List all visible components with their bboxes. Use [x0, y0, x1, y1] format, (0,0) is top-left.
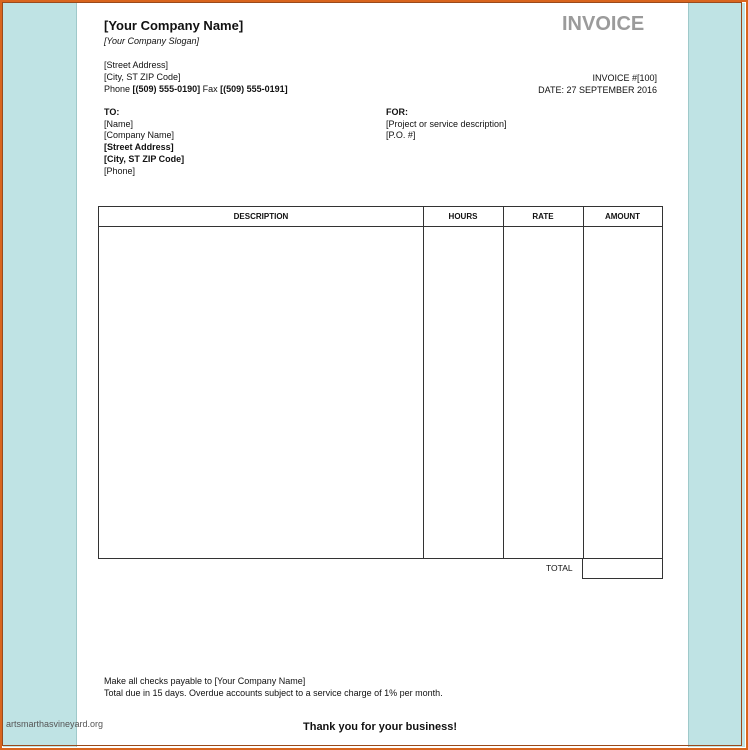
company-city: [City, ST ZIP Code] — [104, 72, 181, 82]
company-contact-line — [104, 84, 288, 96]
to-street: [Street Address] — [104, 142, 174, 152]
for-label: FOR: — [386, 107, 408, 117]
to-label: TO: — [104, 107, 120, 117]
company-slogan: [Your Company Slogan] — [104, 36, 200, 46]
to-name: [Name] — [104, 119, 134, 129]
company-name: [Your Company Name] — [104, 18, 244, 33]
column-divider — [583, 207, 584, 558]
fax-value: [(509) 555-0191] — [220, 84, 288, 94]
total-amount-cell — [582, 558, 663, 579]
watermark: artsmarthasvineyard.org — [6, 719, 104, 729]
right-side-panel — [689, 3, 745, 747]
header-rate: RATE — [532, 212, 554, 221]
payment-terms: Total due in 15 days. Overdue accounts subject to a service charge of 1% per month. — [104, 688, 443, 698]
to-city: [City, ST ZIP Code] — [104, 154, 185, 164]
invoice-title: INVOICE — [562, 13, 645, 35]
header-amount: AMOUNT — [604, 212, 641, 221]
fax-label: Fax — [202, 84, 218, 94]
phone-value: [(509) 555-0190] — [132, 84, 201, 94]
column-divider — [503, 207, 504, 558]
payable-note: Make all checks payable to [Your Company Name] — [104, 676, 306, 686]
thank-you-note: Thank you for your business! — [303, 721, 458, 733]
invoice-date: DATE: 27 SEPTEMBER 2016 — [538, 85, 657, 95]
phone-label: Phone — [104, 84, 131, 94]
to-company: [Company Name] — [104, 130, 175, 140]
for-project: [Project or service description] — [386, 119, 507, 129]
table-header-row — [99, 207, 662, 227]
right-panel-edge — [688, 3, 689, 747]
total-label: TOTAL — [546, 563, 573, 573]
column-divider — [423, 207, 424, 558]
left-side-panel — [3, 3, 76, 747]
line-items-table — [98, 206, 663, 559]
for-po: [P.O. #] — [386, 130, 416, 140]
company-street: [Street Address] — [104, 60, 169, 70]
invoice-number: INVOICE #[100] — [592, 73, 657, 83]
header-description: DESCRIPTION — [233, 212, 289, 221]
header-hours: HOURS — [448, 212, 478, 221]
to-phone: [Phone] — [104, 166, 136, 176]
